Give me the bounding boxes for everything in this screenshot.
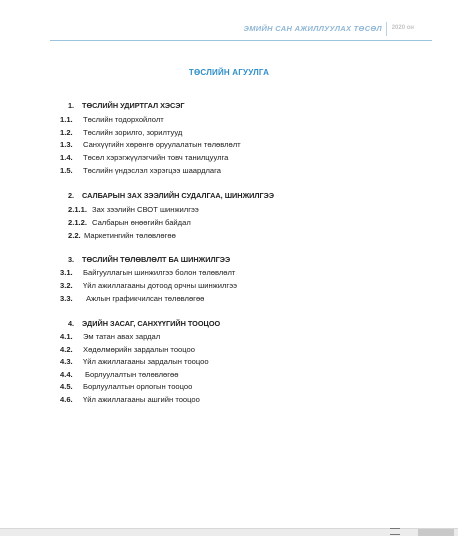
item-number: 2.1.1. xyxy=(68,205,87,214)
item-text: Үйл ажиллагааны ашгийн тооцоо xyxy=(83,395,200,404)
item-number: 4.3. xyxy=(60,357,73,366)
page-header xyxy=(50,20,432,41)
item-number: 3.3. xyxy=(60,294,73,303)
toc-item xyxy=(60,357,209,366)
toc-item xyxy=(60,115,164,124)
item-number: 3.2. xyxy=(60,281,73,290)
toc-item xyxy=(60,166,221,175)
item-text: Борлуулалтын орлогын тооцоо xyxy=(83,382,193,391)
item-text: Санхүүгийн хөрөнгө оруулалатын төлөвлөлт xyxy=(83,140,241,149)
item-number: 1.3. xyxy=(60,140,73,149)
toc-item xyxy=(60,332,160,341)
section-title: САЛБАРЫН ЗАХ ЗЭЭЛИЙН СУДАЛГАА, ШИНЖИЛГЭЭ xyxy=(82,191,275,200)
item-text: Төслийн үндэслэл хэрэгцээ шаардлага xyxy=(83,166,221,175)
section-number: 2. xyxy=(68,191,75,200)
item-text: Төсөл хэрэгжүүлэгчийн товч танилцуулга xyxy=(83,153,229,162)
toc-item xyxy=(60,370,178,379)
item-text: Хөдөлмөрийн зардалын тооцоо xyxy=(83,345,195,354)
toc-item xyxy=(68,231,176,240)
section-title: ТӨСЛИЙН УДИРТГАЛ ХЭСЭГ xyxy=(82,101,185,110)
toc-item xyxy=(60,382,192,391)
item-number: 3.1. xyxy=(60,268,73,277)
item-text: Эм татан авах зардал xyxy=(83,332,161,341)
item-text: Зах зээлийн СВОТ шинжилгээ xyxy=(92,205,199,214)
section-number: 3. xyxy=(68,255,75,264)
item-number: 1.1. xyxy=(60,115,73,124)
section-heading xyxy=(68,319,220,328)
section-heading xyxy=(68,191,274,200)
toc-item xyxy=(60,294,204,303)
item-text: Үйл ажиллагааны зардалын тооцоо xyxy=(83,357,209,366)
item-number: 2.1.2. xyxy=(68,218,87,227)
toc-item xyxy=(60,140,241,149)
zoom-control[interactable] xyxy=(418,529,454,536)
status-bar xyxy=(0,528,458,536)
item-text: Салбарын өнөөгийн байдал xyxy=(92,218,191,227)
item-text: Байгууллагын шинжилгээ болон төлөвлөлт xyxy=(83,268,236,277)
item-number: 1.4. xyxy=(60,153,73,162)
item-text: Маркетингийн төлөвлөгөө xyxy=(84,231,176,240)
header-year: 2020 он xyxy=(391,25,414,31)
section-number: 4. xyxy=(68,319,75,328)
item-number: 1.2. xyxy=(60,128,73,137)
item-number: 1.5. xyxy=(60,166,73,175)
toc-item xyxy=(60,395,200,404)
toc-item xyxy=(60,268,235,277)
layout-icon[interactable] xyxy=(390,528,400,535)
item-text: Ажлын графикчилсан төлөвлөгөө xyxy=(86,294,205,303)
header-title: ЭМИЙН САН АЖИЛЛУУЛАХ ТӨСӨЛ xyxy=(243,24,382,33)
section-heading xyxy=(68,101,185,110)
item-number: 4.6. xyxy=(60,395,73,404)
toc-title: ТӨСЛИЙН АГУУЛГА xyxy=(188,68,270,77)
section-number: 1. xyxy=(68,101,75,110)
section-title: ЭДИЙН ЗАСАГ, САНХҮҮГИЙН ТООЦОО xyxy=(82,319,221,328)
toc-item xyxy=(68,218,191,227)
toc-item xyxy=(60,345,195,354)
item-number: 4.5. xyxy=(60,382,73,391)
item-number: 4.2. xyxy=(60,345,73,354)
item-number: 4.4. xyxy=(60,370,73,379)
item-number: 2.2. xyxy=(68,231,81,240)
section-heading xyxy=(68,255,230,264)
toc-item xyxy=(60,128,182,137)
item-text: Төслийн зорилго, зорилтууд xyxy=(83,128,183,137)
item-text: Төслийн тодорхойлолт xyxy=(83,115,164,124)
item-text: Үйл ажиллагааны дотоод орчны шинжилгээ xyxy=(83,281,237,290)
item-text: Борлуулалтын төлөвлөгөө xyxy=(85,370,179,379)
section-title: ТӨСЛИЙН ТӨЛӨВЛӨЛТ БА ШИНЖИЛГЭЭ xyxy=(82,255,231,264)
toc-item xyxy=(60,153,228,162)
item-number: 4.1. xyxy=(60,332,73,341)
toc-item xyxy=(60,281,237,290)
toc-item xyxy=(68,205,199,214)
header-divider xyxy=(386,22,387,36)
